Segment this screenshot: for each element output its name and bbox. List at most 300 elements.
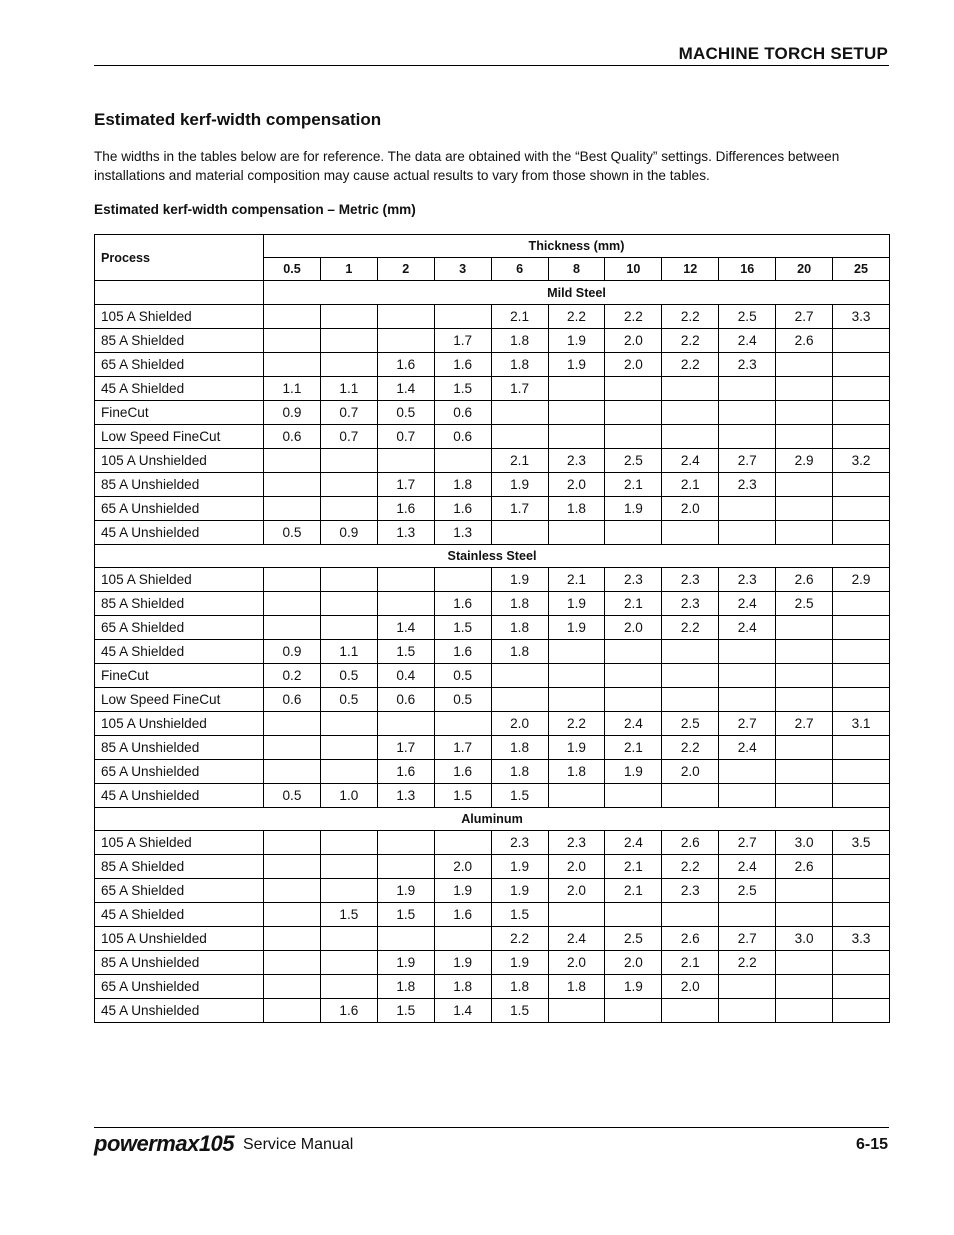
kerf-value-cell: 1.9 (491, 473, 548, 497)
kerf-value-cell: 2.3 (719, 353, 776, 377)
table-row (95, 975, 890, 999)
table-title: Estimated kerf-width compensation – Metric (mm) (94, 202, 416, 217)
kerf-value-cell: 1.3 (377, 521, 434, 545)
kerf-value-cell: 2.7 (776, 712, 833, 736)
kerf-value-cell: 2.6 (662, 831, 719, 855)
kerf-value-cell: 1.6 (377, 760, 434, 784)
section-title: Estimated kerf-width compensation (94, 110, 382, 129)
kerf-value-cell: 2.4 (719, 855, 776, 879)
kerf-value-cell: 2.2 (662, 305, 719, 329)
kerf-value-cell: 1.9 (491, 951, 548, 975)
thickness-column-header: 12 (662, 258, 719, 281)
table-row (95, 999, 890, 1023)
kerf-value-cell: 1.9 (548, 329, 605, 353)
kerf-value-cell (264, 999, 321, 1023)
kerf-value-cell: 1.9 (605, 975, 662, 999)
kerf-value-cell (833, 688, 890, 712)
kerf-value-cell: 1.9 (548, 616, 605, 640)
kerf-value-cell: 2.4 (605, 712, 662, 736)
kerf-value-cell (264, 903, 321, 927)
process-cell: FineCut (95, 664, 264, 688)
kerf-value-cell (662, 903, 719, 927)
kerf-value-cell (320, 449, 377, 473)
kerf-value-cell: 2.2 (662, 616, 719, 640)
thickness-column-header: 8 (548, 258, 605, 281)
kerf-value-cell: 2.2 (662, 329, 719, 353)
kerf-value-cell: 2.5 (605, 927, 662, 951)
kerf-value-cell: 1.7 (491, 377, 548, 401)
kerf-value-cell: 1.3 (377, 784, 434, 808)
kerf-value-cell (719, 903, 776, 927)
kerf-value-cell (320, 879, 377, 903)
kerf-value-cell: 2.4 (719, 592, 776, 616)
kerf-value-cell: 1.4 (434, 999, 491, 1023)
kerf-value-cell (264, 568, 321, 592)
kerf-value-cell (377, 329, 434, 353)
process-cell: Low Speed FineCut (95, 425, 264, 449)
kerf-value-cell (833, 521, 890, 545)
kerf-value-cell: 2.1 (605, 736, 662, 760)
kerf-value-cell: 0.5 (434, 664, 491, 688)
kerf-value-cell: 0.5 (264, 521, 321, 545)
kerf-value-cell: 1.8 (377, 975, 434, 999)
kerf-value-cell: 2.7 (776, 305, 833, 329)
process-cell: 45 A Unshielded (95, 784, 264, 808)
kerf-value-cell (719, 640, 776, 664)
kerf-value-cell (719, 521, 776, 545)
kerf-value-cell (264, 616, 321, 640)
kerf-value-cell (377, 712, 434, 736)
kerf-value-cell: 1.7 (377, 473, 434, 497)
process-cell: 85 A Shielded (95, 329, 264, 353)
kerf-value-cell (776, 975, 833, 999)
kerf-value-cell (833, 664, 890, 688)
kerf-value-cell (548, 784, 605, 808)
kerf-value-cell (264, 951, 321, 975)
thickness-column-header: 10 (605, 258, 662, 281)
kerf-value-cell: 1.5 (377, 999, 434, 1023)
kerf-value-cell: 2.3 (719, 473, 776, 497)
kerf-value-cell: 0.4 (377, 664, 434, 688)
thickness-column-header: 25 (833, 258, 890, 281)
kerf-value-cell: 2.2 (662, 353, 719, 377)
kerf-value-cell (264, 497, 321, 521)
kerf-value-cell (833, 329, 890, 353)
kerf-value-cell (548, 401, 605, 425)
kerf-value-cell: 1.6 (434, 353, 491, 377)
kerf-value-cell: 1.7 (434, 736, 491, 760)
kerf-value-cell: 2.6 (776, 568, 833, 592)
table-row (95, 927, 890, 951)
table-row (95, 688, 890, 712)
manual-name: Service Manual (243, 1136, 354, 1153)
kerf-value-cell: 2.0 (548, 951, 605, 975)
kerf-value-cell (264, 449, 321, 473)
kerf-value-cell (605, 401, 662, 425)
kerf-value-cell (833, 951, 890, 975)
kerf-value-cell (377, 449, 434, 473)
kerf-value-cell: 2.9 (833, 568, 890, 592)
kerf-value-cell (264, 305, 321, 329)
kerf-value-cell (548, 664, 605, 688)
kerf-value-cell: 3.0 (776, 927, 833, 951)
kerf-value-cell (377, 305, 434, 329)
table-row (95, 616, 890, 640)
kerf-value-cell (434, 712, 491, 736)
thickness-column-header: 2 (377, 258, 434, 281)
kerf-value-cell (264, 879, 321, 903)
kerf-value-cell (320, 712, 377, 736)
kerf-value-cell: 2.2 (491, 927, 548, 951)
kerf-value-cell: 0.7 (320, 401, 377, 425)
kerf-value-cell (605, 377, 662, 401)
kerf-value-cell (833, 497, 890, 521)
kerf-value-cell (605, 903, 662, 927)
kerf-value-cell (719, 664, 776, 688)
process-cell: 45 A Shielded (95, 640, 264, 664)
kerf-value-cell: 1.1 (320, 377, 377, 401)
kerf-value-cell (491, 401, 548, 425)
kerf-value-cell (548, 521, 605, 545)
table-row (95, 473, 890, 497)
kerf-value-cell: 1.5 (491, 903, 548, 927)
kerf-value-cell: 1.8 (434, 473, 491, 497)
kerf-value-cell: 2.4 (719, 736, 776, 760)
kerf-value-cell (662, 784, 719, 808)
process-cell: 85 A Unshielded (95, 736, 264, 760)
kerf-value-cell (605, 664, 662, 688)
kerf-value-cell (320, 473, 377, 497)
table-row (95, 425, 890, 449)
table-row (95, 855, 890, 879)
kerf-value-cell: 3.2 (833, 449, 890, 473)
kerf-value-cell: 2.3 (662, 568, 719, 592)
table-row (95, 903, 890, 927)
process-cell: 45 A Unshielded (95, 521, 264, 545)
kerf-value-cell (776, 999, 833, 1023)
kerf-value-cell (434, 449, 491, 473)
kerf-value-cell (662, 999, 719, 1023)
kerf-value-cell: 1.0 (320, 784, 377, 808)
kerf-value-cell: 1.9 (377, 951, 434, 975)
thickness-column-header: 6 (491, 258, 548, 281)
material-section-label: Mild Steel (264, 281, 890, 305)
process-cell: 65 A Shielded (95, 353, 264, 377)
table-row (95, 329, 890, 353)
kerf-value-cell: 1.5 (491, 999, 548, 1023)
kerf-value-cell (605, 784, 662, 808)
kerf-value-cell: 1.6 (434, 760, 491, 784)
kerf-value-cell: 2.0 (662, 975, 719, 999)
kerf-value-cell: 1.6 (434, 640, 491, 664)
table-row (95, 736, 890, 760)
kerf-value-cell (719, 975, 776, 999)
process-cell: 105 A Unshielded (95, 712, 264, 736)
kerf-value-cell: 2.3 (719, 568, 776, 592)
process-cell: 65 A Unshielded (95, 975, 264, 999)
kerf-value-cell: 2.3 (662, 879, 719, 903)
kerf-value-cell: 2.1 (662, 951, 719, 975)
kerf-value-cell: 1.7 (491, 497, 548, 521)
table-row (95, 377, 890, 401)
kerf-value-cell (776, 664, 833, 688)
kerf-value-cell: 2.4 (719, 616, 776, 640)
kerf-value-cell: 1.8 (548, 497, 605, 521)
kerf-value-cell (833, 353, 890, 377)
kerf-value-cell: 2.4 (719, 329, 776, 353)
kerf-value-cell (377, 831, 434, 855)
kerf-value-cell: 2.1 (548, 568, 605, 592)
kerf-value-cell: 2.2 (605, 305, 662, 329)
material-section-label: Stainless Steel (95, 545, 890, 568)
kerf-value-cell: 3.3 (833, 927, 890, 951)
kerf-value-cell (548, 425, 605, 449)
thickness-header-row (95, 235, 890, 258)
table-row (95, 592, 890, 616)
kerf-value-cell (776, 473, 833, 497)
kerf-value-cell (833, 999, 890, 1023)
kerf-value-cell: 3.0 (776, 831, 833, 855)
page-header-title: MACHINE TORCH SETUP (678, 44, 888, 63)
process-cell: Low Speed FineCut (95, 688, 264, 712)
kerf-value-cell: 2.4 (548, 927, 605, 951)
kerf-value-cell: 2.4 (605, 831, 662, 855)
kerf-value-cell (320, 927, 377, 951)
kerf-value-cell (833, 784, 890, 808)
kerf-value-cell: 1.8 (491, 736, 548, 760)
kerf-value-cell (833, 640, 890, 664)
kerf-value-cell: 1.8 (434, 975, 491, 999)
table-row (95, 879, 890, 903)
kerf-value-cell (719, 401, 776, 425)
kerf-value-cell (320, 855, 377, 879)
kerf-value-cell (662, 664, 719, 688)
kerf-value-cell (377, 592, 434, 616)
table-row (95, 353, 890, 377)
kerf-value-cell: 0.6 (377, 688, 434, 712)
process-cell: 85 A Unshielded (95, 951, 264, 975)
process-cell: 65 A Unshielded (95, 497, 264, 521)
table-row (95, 760, 890, 784)
kerf-value-cell (662, 377, 719, 401)
kerf-width-table (94, 234, 890, 1023)
kerf-value-cell: 0.6 (434, 425, 491, 449)
kerf-value-cell (264, 927, 321, 951)
kerf-value-cell (719, 784, 776, 808)
kerf-value-cell: 2.5 (719, 305, 776, 329)
kerf-value-cell (320, 329, 377, 353)
process-cell: 65 A Unshielded (95, 760, 264, 784)
kerf-value-cell: 2.7 (719, 449, 776, 473)
kerf-value-cell (320, 592, 377, 616)
kerf-value-cell (320, 497, 377, 521)
kerf-value-cell (833, 736, 890, 760)
kerf-value-cell: 2.6 (776, 329, 833, 353)
kerf-value-cell (434, 927, 491, 951)
kerf-value-cell: 1.8 (548, 760, 605, 784)
thickness-column-header: 0.5 (264, 258, 321, 281)
kerf-value-cell: 1.8 (548, 975, 605, 999)
kerf-value-cell (833, 616, 890, 640)
table-row (95, 305, 890, 329)
table-row (95, 664, 890, 688)
kerf-value-cell (434, 305, 491, 329)
kerf-value-cell: 1.6 (434, 497, 491, 521)
kerf-value-cell: 2.5 (605, 449, 662, 473)
kerf-value-cell (833, 855, 890, 879)
kerf-value-cell: 1.1 (264, 377, 321, 401)
kerf-value-cell: 1.8 (491, 760, 548, 784)
kerf-value-cell (548, 903, 605, 927)
kerf-value-cell (833, 592, 890, 616)
kerf-value-cell: 2.2 (548, 712, 605, 736)
kerf-value-cell: 2.0 (548, 855, 605, 879)
kerf-value-cell: 2.3 (491, 831, 548, 855)
material-section-label: Aluminum (95, 808, 890, 831)
material-section-row (95, 281, 890, 305)
kerf-value-cell: 2.1 (605, 879, 662, 903)
kerf-value-cell: 2.4 (662, 449, 719, 473)
table-row (95, 784, 890, 808)
kerf-value-cell: 1.5 (434, 616, 491, 640)
process-column-header: Process (95, 235, 264, 281)
kerf-value-cell: 1.5 (434, 377, 491, 401)
process-cell: 105 A Unshielded (95, 927, 264, 951)
kerf-value-cell: 1.6 (434, 592, 491, 616)
kerf-value-cell: 1.9 (491, 879, 548, 903)
kerf-value-cell: 2.0 (491, 712, 548, 736)
kerf-value-cell (662, 425, 719, 449)
kerf-value-cell (833, 975, 890, 999)
kerf-value-cell (264, 353, 321, 377)
kerf-value-cell: 2.5 (776, 592, 833, 616)
kerf-value-cell: 0.5 (264, 784, 321, 808)
kerf-value-cell (491, 425, 548, 449)
kerf-value-cell: 1.8 (491, 592, 548, 616)
process-cell: 45 A Unshielded (95, 999, 264, 1023)
kerf-value-cell (548, 999, 605, 1023)
kerf-value-cell: 1.9 (605, 760, 662, 784)
kerf-value-cell: 0.5 (320, 664, 377, 688)
kerf-value-cell (548, 688, 605, 712)
kerf-value-cell (776, 688, 833, 712)
kerf-value-cell: 2.2 (548, 305, 605, 329)
kerf-value-cell (776, 879, 833, 903)
kerf-value-cell: 1.3 (434, 521, 491, 545)
kerf-value-cell (719, 497, 776, 521)
kerf-value-cell (605, 521, 662, 545)
material-section-row (95, 808, 890, 831)
kerf-value-cell: 2.6 (662, 927, 719, 951)
kerf-value-cell (264, 736, 321, 760)
kerf-value-cell: 1.4 (377, 616, 434, 640)
kerf-value-cell (605, 640, 662, 664)
kerf-value-cell (320, 831, 377, 855)
kerf-value-cell (833, 425, 890, 449)
kerf-value-cell (434, 568, 491, 592)
kerf-value-cell: 1.6 (377, 353, 434, 377)
kerf-value-cell: 1.9 (548, 592, 605, 616)
process-cell: 105 A Shielded (95, 568, 264, 592)
kerf-value-cell: 2.1 (491, 305, 548, 329)
thickness-column-header: 16 (719, 258, 776, 281)
kerf-value-cell (320, 353, 377, 377)
kerf-value-cell: 0.7 (377, 425, 434, 449)
kerf-value-cell (776, 736, 833, 760)
kerf-value-cell (776, 377, 833, 401)
kerf-value-cell (264, 473, 321, 497)
process-cell: 45 A Shielded (95, 903, 264, 927)
kerf-value-cell: 2.2 (719, 951, 776, 975)
kerf-value-cell: 1.9 (548, 353, 605, 377)
kerf-value-cell (833, 760, 890, 784)
kerf-value-cell: 1.1 (320, 640, 377, 664)
table-row (95, 951, 890, 975)
kerf-value-cell (776, 497, 833, 521)
kerf-value-cell: 2.0 (605, 951, 662, 975)
kerf-value-cell: 0.7 (320, 425, 377, 449)
kerf-value-cell (264, 712, 321, 736)
kerf-value-cell: 1.8 (491, 616, 548, 640)
kerf-value-cell: 1.5 (491, 784, 548, 808)
kerf-value-cell (605, 688, 662, 712)
kerf-value-cell (320, 616, 377, 640)
kerf-value-cell (320, 975, 377, 999)
kerf-value-cell (776, 616, 833, 640)
thickness-column-header: 20 (776, 258, 833, 281)
kerf-value-cell (320, 568, 377, 592)
kerf-value-cell: 0.5 (434, 688, 491, 712)
kerf-value-cell (377, 568, 434, 592)
kerf-value-cell (719, 425, 776, 449)
table-row (95, 831, 890, 855)
kerf-value-cell: 2.2 (662, 736, 719, 760)
kerf-value-cell: 2.1 (491, 449, 548, 473)
kerf-value-cell: 0.9 (320, 521, 377, 545)
kerf-value-cell: 2.1 (605, 592, 662, 616)
kerf-value-cell (377, 855, 434, 879)
kerf-value-cell (491, 688, 548, 712)
kerf-value-cell (719, 760, 776, 784)
kerf-value-cell: 0.6 (434, 401, 491, 425)
process-cell: 105 A Unshielded (95, 449, 264, 473)
kerf-value-cell (491, 521, 548, 545)
kerf-value-cell (320, 951, 377, 975)
kerf-value-cell: 1.8 (491, 329, 548, 353)
kerf-value-cell (264, 831, 321, 855)
kerf-value-cell (719, 377, 776, 401)
kerf-value-cell: 2.1 (605, 473, 662, 497)
kerf-value-cell: 1.9 (434, 879, 491, 903)
kerf-value-cell: 2.0 (605, 329, 662, 353)
kerf-value-cell (320, 760, 377, 784)
kerf-value-cell (776, 951, 833, 975)
kerf-value-cell (776, 353, 833, 377)
kerf-value-cell: 2.0 (434, 855, 491, 879)
kerf-value-cell: 1.4 (377, 377, 434, 401)
kerf-value-cell: 3.3 (833, 305, 890, 329)
kerf-value-cell: 2.5 (662, 712, 719, 736)
kerf-value-cell (833, 473, 890, 497)
kerf-value-cell: 2.1 (662, 473, 719, 497)
kerf-value-cell: 1.5 (377, 903, 434, 927)
kerf-value-cell (833, 903, 890, 927)
process-cell: 65 A Shielded (95, 616, 264, 640)
kerf-value-cell (776, 640, 833, 664)
kerf-value-cell (662, 521, 719, 545)
kerf-value-cell: 2.0 (548, 473, 605, 497)
kerf-value-cell: 3.5 (833, 831, 890, 855)
